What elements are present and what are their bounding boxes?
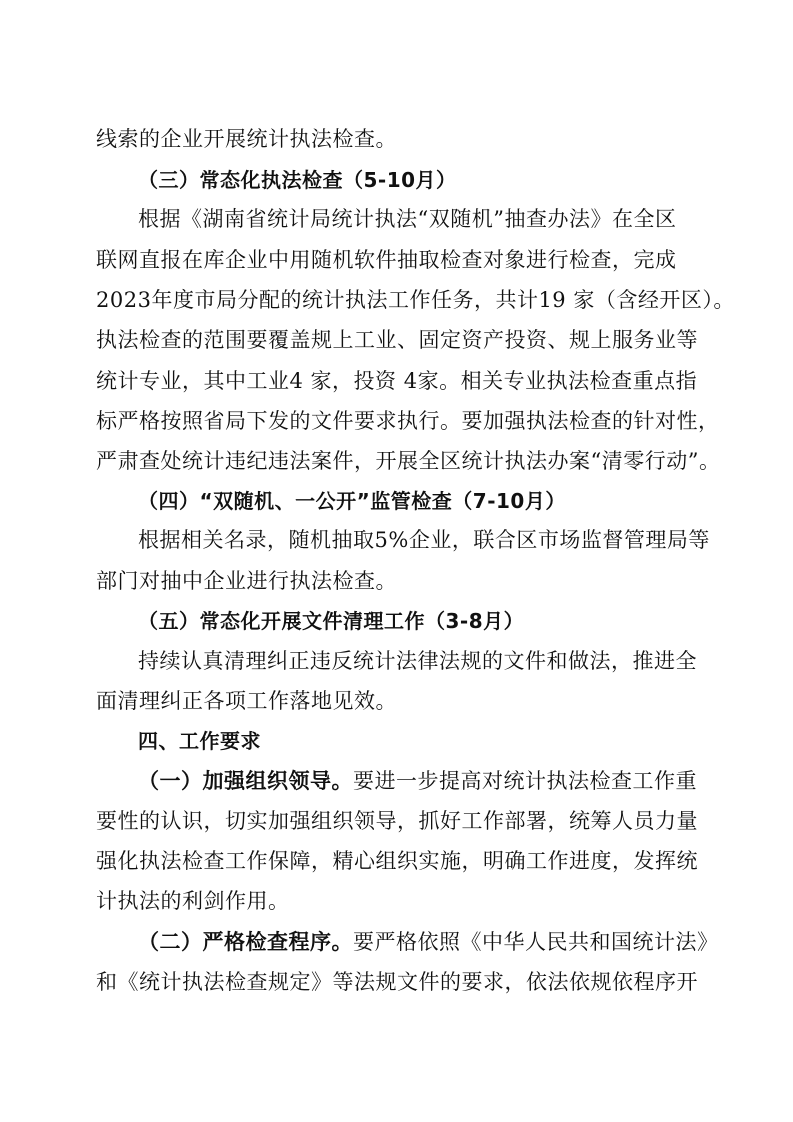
requirement-2-line-1: [138, 927, 719, 957]
section-4-line-2: 部门对抽中企业进行执法检查。: [96, 569, 397, 593]
section-3-line-7: 严肃查处统计违纪违法案件，开展全区统计执法办案“清零行动”。: [96, 449, 721, 473]
requirement-2-line-1-text: 要严格依照《中华人民共和国统计法》: [353, 930, 719, 954]
section-4-heading: （四）“双随机、一公开”监管检查（7-10月）: [138, 489, 566, 513]
section-3-line-3: 2023年度市局分配的统计执法工作任务，共计19 家（含经开区）。: [96, 288, 735, 312]
section-3-line-2: 联网直报在库企业中用随机软件抽取检查对象进行检查，完成: [96, 248, 677, 272]
section-5-line-2: 面清理纠正各项工作落地见效。: [96, 689, 397, 713]
requirement-1-line-1: [138, 766, 700, 796]
section-5-line-1: 持续认真清理纠正违反统计法律法规的文件和做法，推进全: [138, 649, 697, 673]
section-3-line-4: 执法检查的范围要覆盖规上工业、固定资产投资、规上服务业等: [96, 328, 698, 352]
section-3-line-1: 根据《湖南省统计局统计执法“双随机”抽查办法》在全区: [138, 207, 677, 231]
section-5-heading: （五）常态化开展文件清理工作（3-8月）: [138, 609, 525, 633]
part-4-heading: 四、工作要求: [138, 729, 261, 753]
section-3-line-6: 标严格按照省局下发的文件要求执行。要加强执法检查的针对性，: [96, 409, 720, 433]
section-4-line-1: 根据相关名录，随机抽取5%企业，联合区市场监督管理局等: [138, 528, 710, 552]
requirement-1-line-3: 强化执法检查工作保障，精心组织实施，明确工作进度，发挥统: [96, 849, 698, 873]
requirement-2-line-2: 和《统计执法检查规定》等法规文件的要求，依法依规依程序开: [96, 970, 698, 994]
requirement-1-line-1-text: 要进一步提高对统计执法检查工作重: [353, 769, 697, 793]
requirement-1-line-2: 要性的认识，切实加强组织领导，抓好工作部署，统筹人员力量: [96, 809, 698, 833]
section-3-heading: （三）常态化执法检查（5-10月）: [138, 168, 457, 192]
requirement-2-lead: （二）严格检查程序。: [138, 930, 353, 954]
intro-line-1: 线索的企业开展统计执法检查。: [96, 127, 397, 151]
requirement-1-lead: （一）加强组织领导。: [138, 769, 353, 793]
section-3-line-5: 统计专业，其中工业4 家，投资 4家。相关专业执法检查重点指: [96, 369, 698, 393]
requirement-1-line-4: 计执法的利剑作用。: [96, 889, 290, 913]
